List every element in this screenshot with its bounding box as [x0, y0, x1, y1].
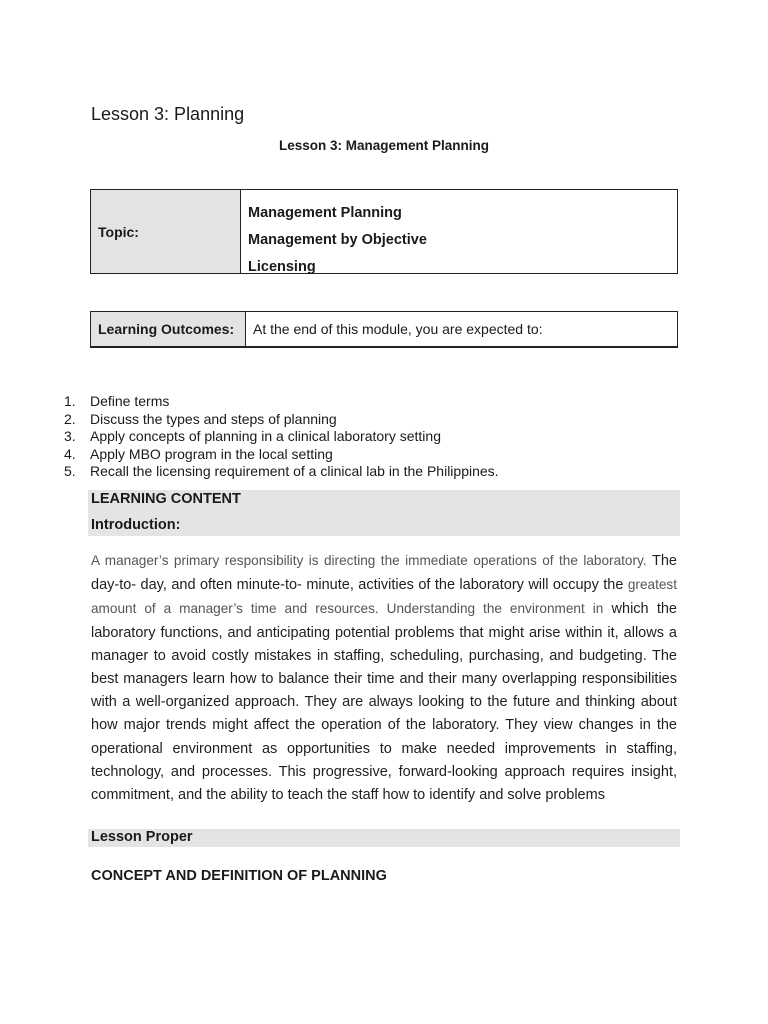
list-item-text: Recall the licensing requirement of a clinical lab in the Philippines. [90, 463, 499, 479]
lesson-proper-heading: Lesson Proper [91, 829, 193, 845]
topic-label: Topic: [91, 190, 241, 273]
list-item-text: Apply MBO program in the local setting [90, 445, 333, 462]
outcomes-list [64, 393, 499, 481]
intro-text-part: which the laboratory functions, and anticipating potential problems that might arise within it, allows a manager to avoid costly mistakes in staffing, scheduling, purchasing, and budgeting. The best managers learn how to balance their time and their many overlapping responsibilities with a well-organized approach. They are always looking to the future and thinking about how major trends might affect the operation of the laboratory. They view changes in the operational environment as opportunities to make needed improvements in staffing, technology, and processes. This progressive, forward-looking approach requires insight, commitment, and the ability to teach the staff how to identify and solve problems [91, 601, 677, 804]
introduction-heading: Introduction: [91, 517, 181, 533]
topic-item: Management by Objective [248, 232, 427, 248]
list-item-text: Apply concepts of planning in a clinical laboratory setting [90, 428, 441, 444]
topic-table [90, 189, 678, 274]
introduction-paragraph [91, 549, 677, 807]
intro-text-part: A manager’s primary responsibility is directing the immediate operations of the laboratory. [91, 553, 647, 568]
lesson-subtitle: Lesson 3: Management Planning [278, 138, 490, 153]
list-item-text: Define terms [90, 393, 170, 409]
list-item [64, 446, 499, 464]
lesson-title: Lesson 3: Planning [91, 104, 245, 124]
list-item [64, 463, 499, 481]
list-item-number: 4. [64, 445, 76, 462]
intro-text-part: greatest amount of a manager’s time and resources. Understanding the environment in [91, 577, 677, 617]
learning-outcomes-intro: At the end of this module, you are expected to: [253, 321, 543, 337]
topic-item: Management Planning [248, 205, 402, 221]
learning-content-heading: LEARNING CONTENT [91, 491, 241, 507]
list-item-text: Discuss the types and steps of planning [90, 410, 337, 427]
list-item-number: 3. [64, 428, 76, 444]
learning-outcomes-label: Learning Outcomes: [91, 312, 246, 346]
list-item-number: 5. [64, 463, 76, 479]
list-item [64, 393, 499, 411]
list-item [64, 428, 499, 446]
list-item [64, 411, 499, 429]
concept-heading: CONCEPT AND DEFINITION OF PLANNING [91, 868, 387, 884]
learning-outcomes-table [90, 311, 678, 348]
topic-items [241, 190, 677, 273]
list-item-number: 2. [64, 410, 76, 427]
list-item-number: 1. [64, 393, 76, 409]
topic-item: Licensing [248, 259, 316, 275]
intro-text-part: The day-to- day, and often minute-to- minute, activities of the laboratory will occupy the [91, 553, 677, 594]
